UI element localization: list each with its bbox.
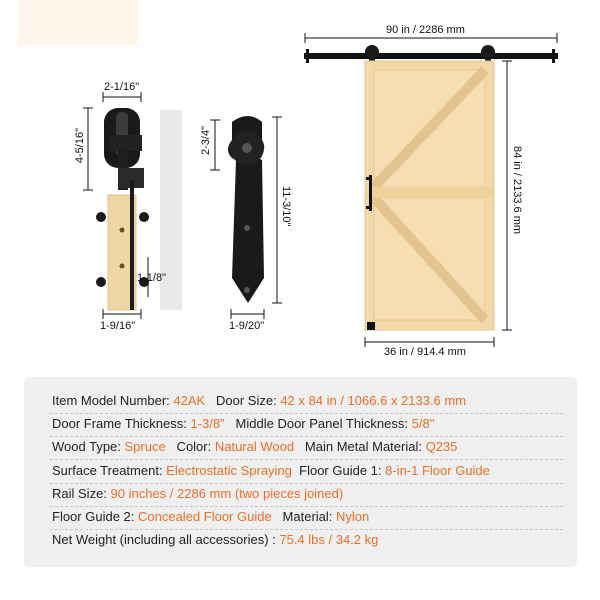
spec-value: Concealed Floor Guide [138, 509, 272, 524]
spec-row [52, 439, 563, 461]
spec-label: Floor Guide 1: [291, 462, 386, 478]
spec-value: 42 x 84 in / 1066.6 x 2133.6 mm [280, 393, 467, 408]
spec-value: 75.4 lbs / 34.2 kg [279, 532, 379, 548]
spec-label: Net Weight (including all accessories) : [52, 532, 280, 548]
spec-row [52, 532, 563, 554]
spec-value: 90 inches / 2286 mm (two pieces joined) [110, 485, 344, 501]
spec-value: 1-3/8" [190, 416, 225, 432]
spec-label: Item Model Number: [52, 393, 174, 408]
dim-door-width: 36 in / 914.4 mm [384, 346, 466, 358]
spec-row [52, 486, 563, 508]
spec-label: Main Metal Material: [294, 439, 426, 455]
spec-value: 5/8" [411, 416, 435, 432]
spec-label: Middle Door Panel Thickness: [224, 416, 412, 432]
row-divider [50, 483, 563, 484]
spec-value: Nylon [336, 509, 370, 524]
roller-side-view [83, 92, 182, 319]
dim-hanger-height: 11-3/10" [280, 186, 292, 227]
spec-label: Material: [271, 509, 336, 524]
spec-value: 8-in-1 Floor Guide [385, 462, 490, 478]
spec-label: Door Frame Thickness: [52, 416, 191, 432]
dim-door-height: 84 in / 2133.6 mm [511, 146, 523, 235]
spec-label: Wood Type: [52, 439, 125, 455]
dim-hanger-wheel: 2-3/4" [200, 126, 212, 155]
spec-value: Electrostatic Spraying [166, 462, 292, 478]
spec-value: Natural Wood [214, 439, 295, 455]
rail [304, 53, 558, 59]
spec-value: Spruce [124, 439, 166, 455]
spec-row [52, 393, 563, 415]
dim-bracket-thickness: 1-9/16" [100, 320, 136, 332]
door-handle [369, 175, 372, 211]
dim-roller-height: 4-5/16" [74, 128, 86, 164]
row-divider [50, 413, 563, 414]
spec-label: Door Size: [205, 393, 281, 408]
spec-row [52, 416, 563, 438]
row-divider [50, 529, 563, 530]
spec-label: Floor Guide 2: [52, 509, 138, 524]
dim-rail-length: 90 in / 2286 mm [386, 24, 465, 36]
spec-value: 42AK [173, 393, 206, 408]
spec-row [52, 463, 563, 485]
spec-label: Rail Size: [52, 485, 111, 501]
dim-roller-width: 2-1/16" [104, 81, 140, 93]
hanger-front-view [210, 116, 282, 319]
spec-panel [24, 377, 577, 567]
dim-spacer-width: 1-1/8" [137, 272, 166, 284]
row-divider [50, 459, 563, 460]
spec-label: Surface Treatment: [52, 462, 167, 478]
spec-row [52, 509, 563, 531]
dim-hanger-width: 1-9/20" [229, 320, 265, 332]
row-divider [50, 506, 563, 507]
row-divider [50, 436, 563, 437]
spec-label: Color: [165, 439, 215, 455]
spec-value: Q235 [425, 439, 458, 455]
